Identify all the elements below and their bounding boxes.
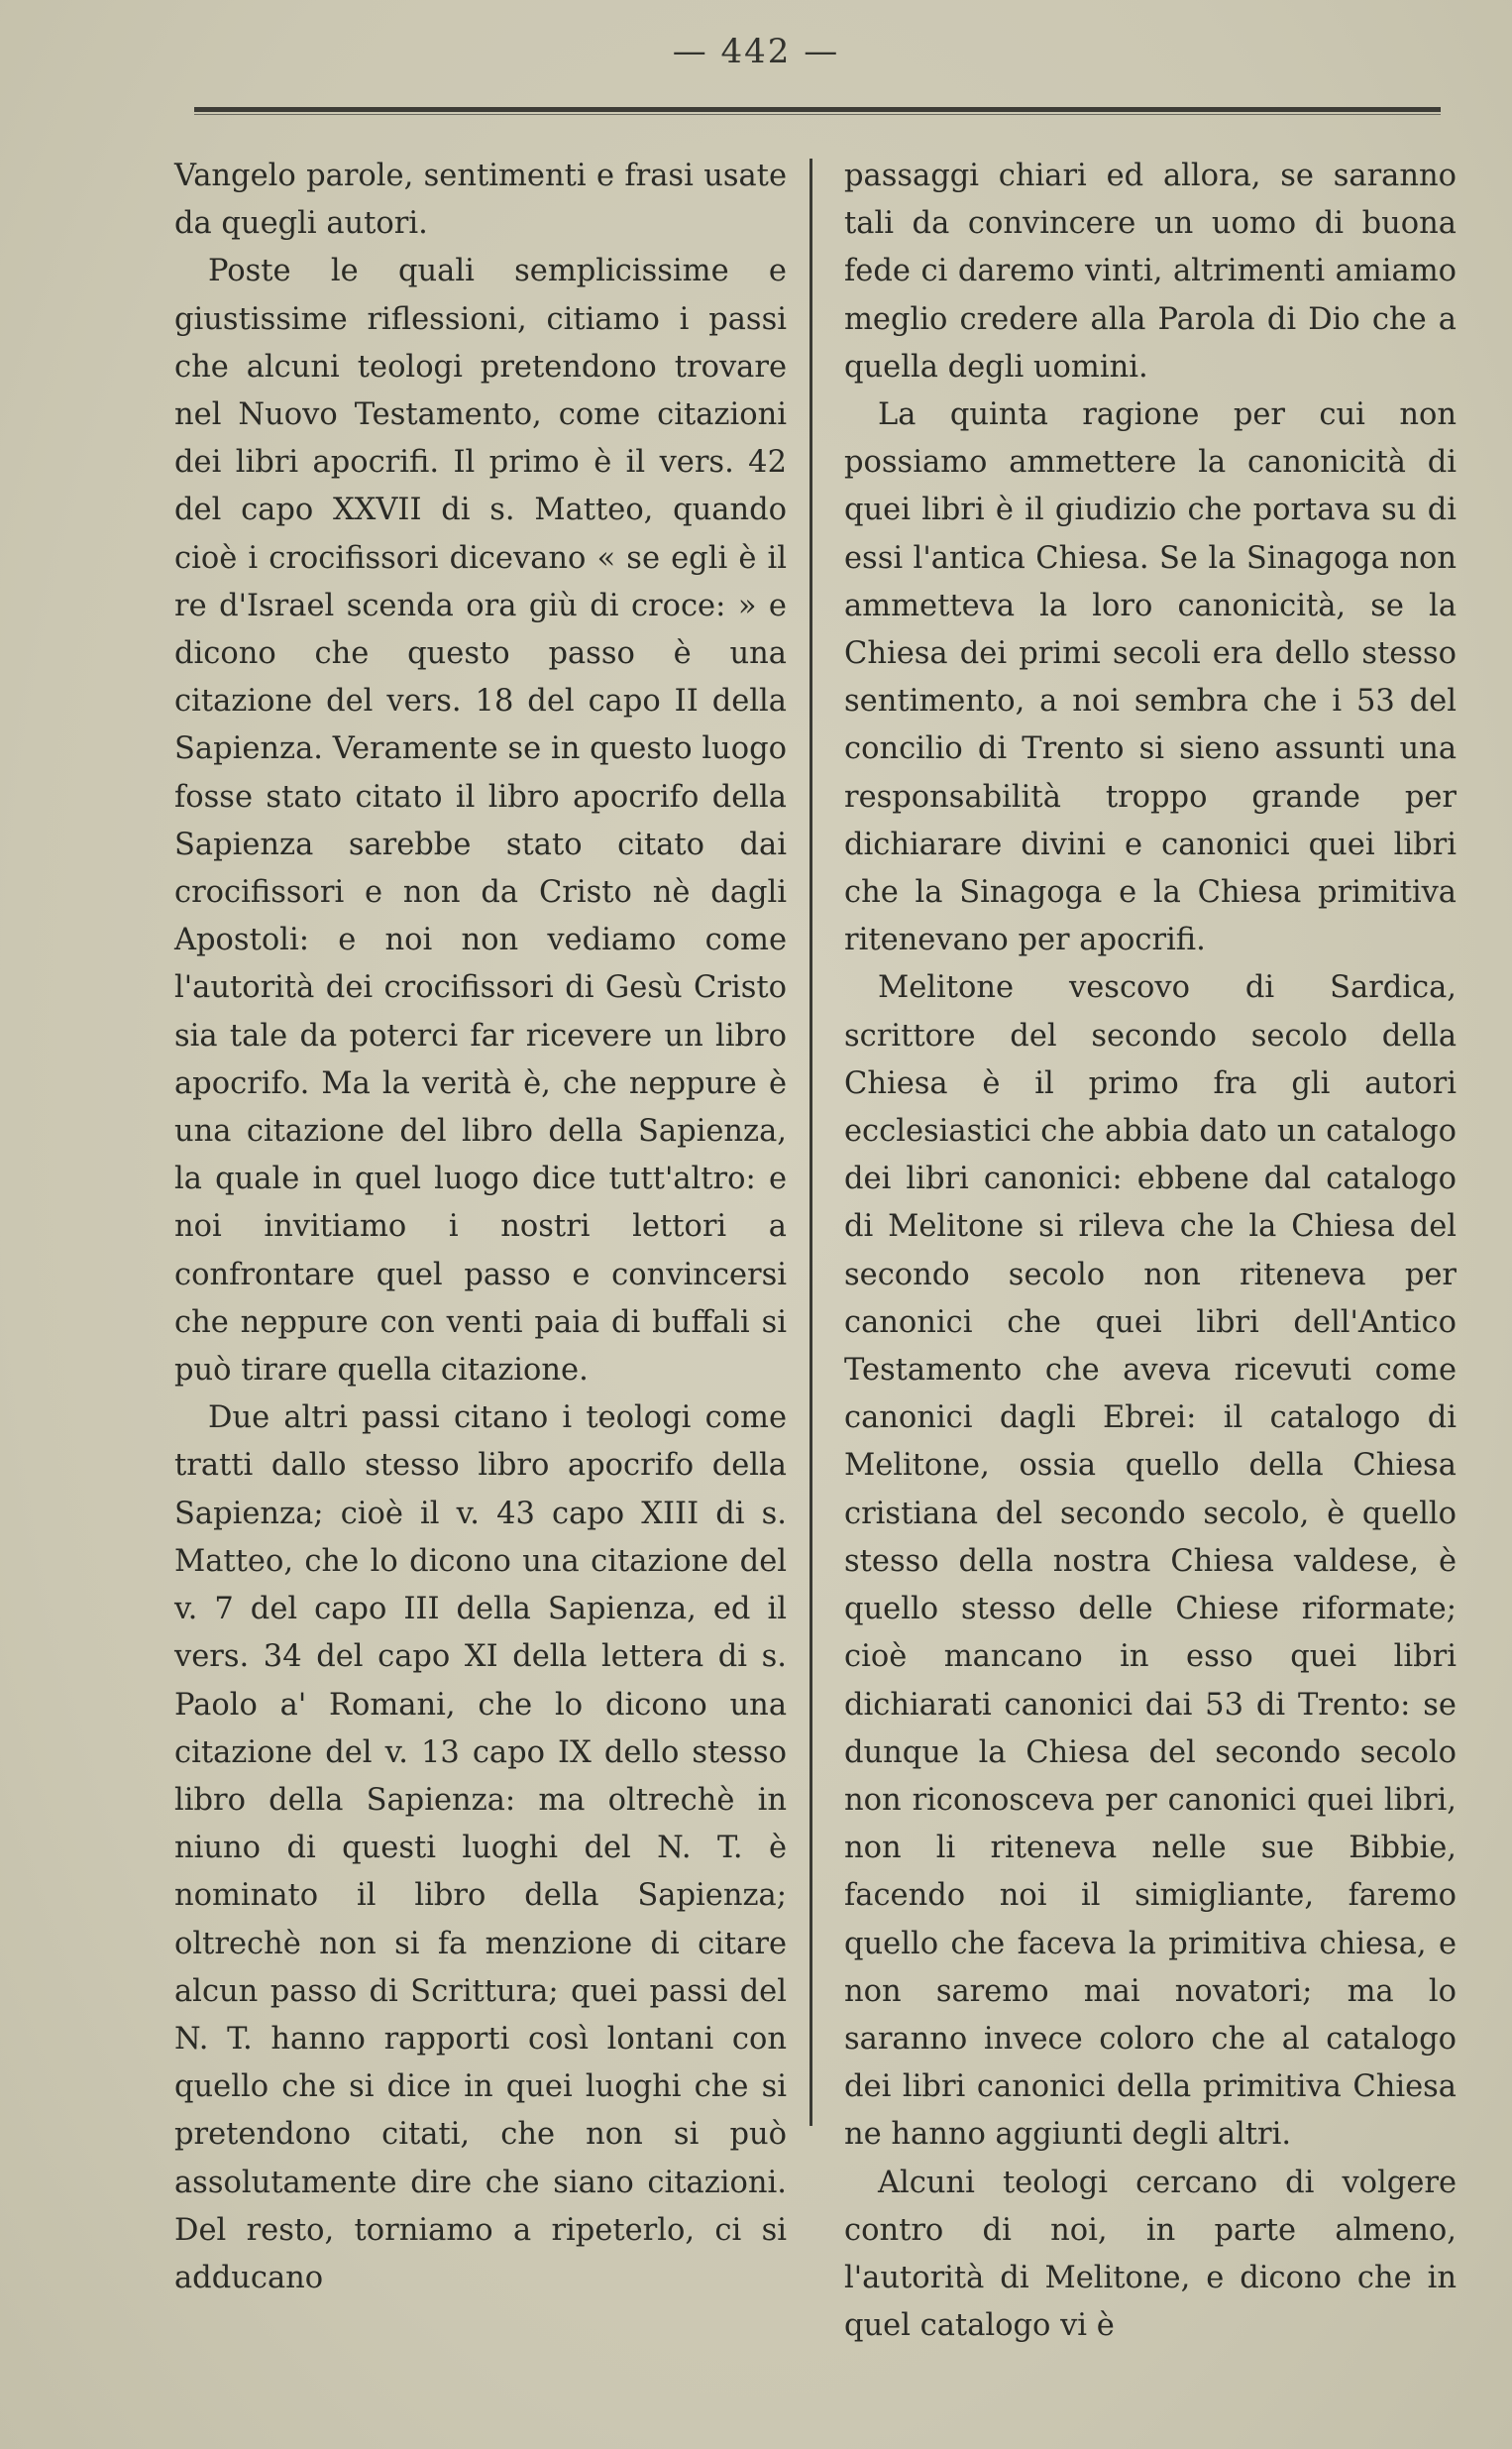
left-column xyxy=(174,153,787,2302)
page-number: — 442 — xyxy=(672,32,840,71)
column-divider xyxy=(810,159,812,2126)
paragraph: Vangelo parole, sentimenti e frasi usate da quegli autori. xyxy=(174,159,787,242)
paragraph: Melitone vescovo di Sardica, scrittore del secondo secolo della Chiesa è il primo fra gli autori ecclesiastici che abbia dato un catalogo dei libri canonici: ebbene dal catalogo di Melitone si rileva che la Chiesa del secondo secolo non riteneva per canonici che quei libri dell'Antico Testamento che aveva ricevuti come canonici dagli Ebrei: il catalogo di Melitone, ossia quello della Chiesa cristiana del secondo secolo, è quello stesso della nostra Chiesa valdese, è quello stesso delle Chiese riformate; cioè mancano in esso quei libri dichiarati canonici dai 53 di Trento: se dunque la Chiesa del secondo secolo non riconosceva per canonici quei libri, non li riteneva nelle sue Bibbie, facendo noi il simigliante, faremo quello che faceva la primitiva chiesa, e non saremo mai novatori; ma lo saranno invece coloro che al catalogo dei libri canonici della primitiva Chiesa ne hanno aggiunti degli altri. xyxy=(844,970,1457,2153)
paragraph: La quinta ragione per cui non possiamo ammettere la canonicità di quei libri è il giudizio che portava su di essi l'antica Chiesa. Se la Sinagoga non ammetteva la loro canonicità, se la Chiesa dei primi secoli era dello stesso sentimento, a noi sembra che i 53 del concilio di Trento si sieno assunti una responsabilità troppo grande per dichiarare divini e canonici quei libri che la Sinagoga e la Chiesa primitiva ritenevano per apocrifi. xyxy=(844,397,1457,958)
paragraph: passaggi chiari ed allora, se saranno tali da convincere un uomo di buona fede ci daremo vinti, altrimenti amiamo meglio credere alla Parola di Dio che a quella degli uomini. xyxy=(844,159,1457,385)
paragraph: Alcuni teologi cercano di volgere contro di noi, in parte almeno, l'autorità di Melitone, e dicono che in quel catalogo vi è xyxy=(844,2165,1457,2344)
right-column xyxy=(844,153,1457,2350)
paragraph: Due altri passi citano i teologi come tratti dallo stesso libro apocrifo della Sapienza; cioè il v. 43 capo XIII di s. Matteo, che lo dicono una citazione del v. 7 del capo III della Sapienza, ed il vers. 34 del capo XI della lettera di s. Paolo a' Romani, che lo dicono una citazione del v. 13 capo IX dello stesso libro della Sapienza: ma oltrechè in niuno di questi luoghi del N. T. è nominato il libro della Sapienza; oltrechè non si fa menzione di citare alcun passo di Scrittura; quei passi del N. T. hanno rapporti così lontani con quello che si dice in quei luoghi che si pretendono citati, che non si può assolutamente dire che siano citazioni. Del resto, torniamo a ripeterlo, ci si adducano xyxy=(174,1400,787,2295)
header-rule xyxy=(194,107,1441,115)
paragraph: Poste le quali semplicissime e giustissime riflessioni, citiamo i passi che alcuni teologi pretendono trovare nel Nuovo Testamento, come citazioni dei libri apocrifi. Il primo è il vers. 42 del capo XXVII di s. Matteo, quando cioè i crocifissori dicevano « se egli è il re d'Israel scenda ora giù di croce: » e dicono che questo passo è una citazione del vers. 18 del capo II della Sapienza. Veramente se in questo luogo fosse stato citato il libro apocrifo della Sapienza sarebbe stato citato dai crocifissori e non da Cristo nè dagli Apostoli: e noi non vediamo come l'autorità dei crocifissori di Gesù Cristo sia tale da poterci far ricevere un libro apocrifo. Ma la verità è, che neppure è una citazione del libro della Sapienza, la quale in quel luogo dice tutt'altro: e noi invitiamo i nostri lettori a confrontare quel passo e convincersi che neppure con venti paia di buffali si può tirare quella citazione. xyxy=(174,254,787,1389)
